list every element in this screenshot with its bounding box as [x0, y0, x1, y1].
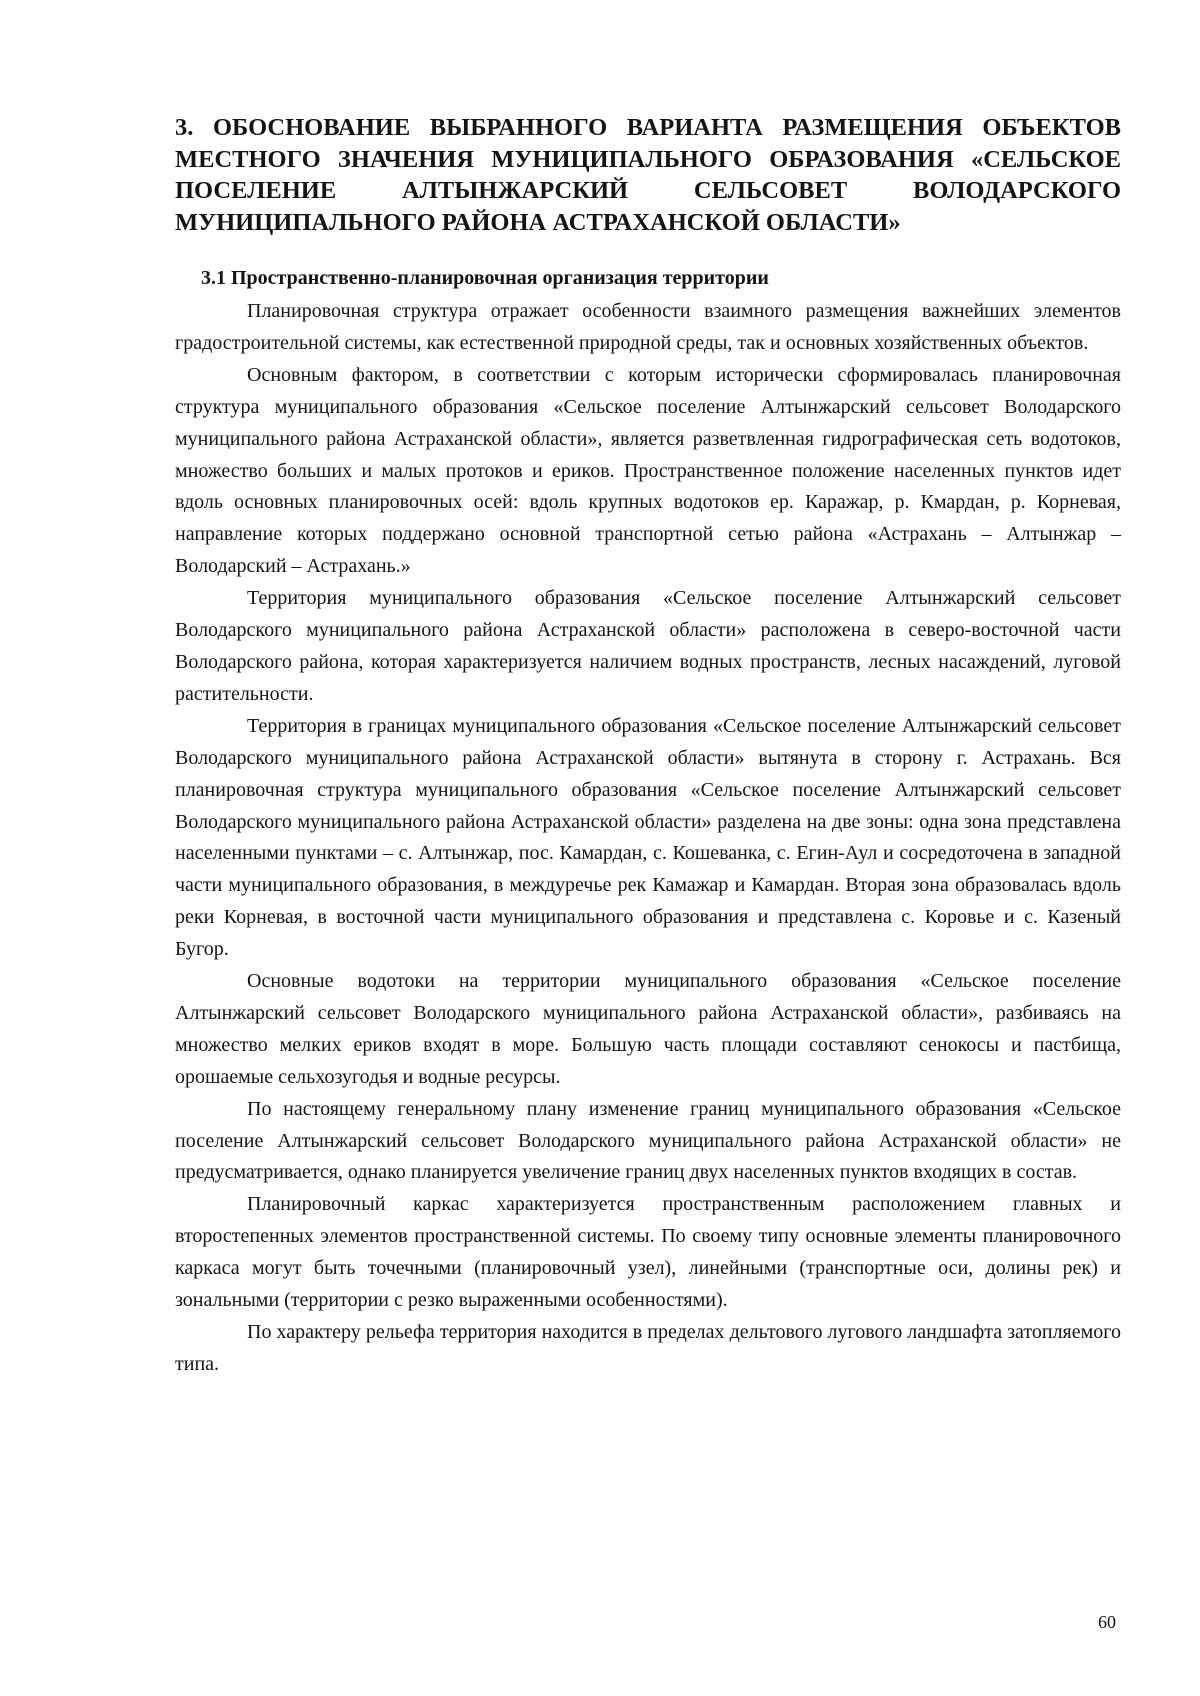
body-text	[175, 296, 1121, 1381]
paragraph-2: Основным фактором, в соответствии с которым исторически сформировалась планировочная структура муниципального образования «Сельское поселение Алтынжарский сельсовет Володарского муниципального района Астраханской области», является разветвленная гидрографическая сеть водотоков, множество больших и малых протоков и ериков. Пространственное положение населенных пунктов идет вдоль основных планировочных осей: вдоль крупных водотоков ер. Каражар, р. Кмардан, р. Корневая, направление которых поддержано основной транспортной сетью района «Астрахань – Алтынжар – Володарский – Астрахань.»	[175, 363, 1121, 578]
paragraph-6: По настоящему генеральному плану изменение границ муниципального образования «Сельское поселение Алтынжарский сельсовет Володарского муниципального района Астраханской области» не предусматривается, однако планируется увеличение границ двух населенных пунктов входящих в состав.	[175, 1097, 1121, 1184]
paragraph-8: По характеру рельефа территория находится в пределах дельтового лугового ландшафта затопляемого типа.	[175, 1321, 1121, 1375]
paragraph-7: Планировочный каркас характеризуется пространственным расположением главных и второстепенных элементов пространственной системы. По своему типу основные элементы планировочного каркаса могут быть точечными (планировочный узел), линейными (транспортные оси, долины рек) и зональными (территории с резко выраженными особенностями).	[175, 1193, 1121, 1312]
subsection-title: 3.1 Пространственно-планировочная организация территории	[201, 267, 769, 289]
paragraph-3: Территория муниципального образования «Сельское поселение Алтынжарский сельсовет Володарского муниципального района Астраханской области» расположена в северо-восточной части Володарского района, которая характеризуется наличием водных пространств, лесных насаждений, луговой растительности.	[175, 587, 1121, 705]
page-number: 60	[1098, 1612, 1116, 1632]
paragraph-4: Территория в границах муниципального образования «Сельское поселение Алтынжарский сельсовет Володарского муниципального района Астраханской области» вытянута в сторону г. Астрахань. Вся планировочная структура муниципального образования «Сельское поселение Алтынжарский сельсовет Володарского муниципального района Астраханской области» разделена на две зоны: одна зона представлена населенными пунктами – с. Алтынжар, пос. Камардан, с. Кошеванка, с. Егин-Аул и сосредоточена в западной части муниципального образования, в междуречье рек Камажар и Камардан. Вторая зона образовалась вдоль реки Корневая, в восточной части муниципального образования и представлена с. Коровье и с. Казеный Бугор.	[175, 714, 1121, 961]
paragraph-5: Основные водотоки на территории муниципального образования «Сельское поселение Алтынжарский сельсовет Володарского муниципального района Астраханской области», разбиваясь на множество мелких ериков входят в море. Большую часть площади составляют сенокосы и пастбища, орошаемые сельхозугодья и водные ресурсы.	[175, 970, 1121, 1088]
paragraph-1: Планировочная структура отражает особенности взаимного размещения важнейших элементов градостроительной системы, как естественной природной среды, так и основных хозяйственных объектов.	[175, 300, 1121, 354]
section-title: 3. ОБОСНОВАНИЕ ВЫБРАННОГО ВАРИАНТА РАЗМЕЩЕНИЯ ОБЪЕКТОВ МЕСТНОГО ЗНАЧЕНИЯ МУНИЦИПАЛЬНОГО ОБРАЗОВАНИЯ «СЕЛЬСКОЕ ПОСЕЛЕНИЕ АЛТЫНЖАРСКИЙ СЕЛЬСОВЕТ ВОЛОДАРСКОГО МУНИЦИПАЛЬНОГО РАЙОНА АСТРАХАНСКОЙ ОБЛАСТИ»	[175, 114, 1121, 236]
